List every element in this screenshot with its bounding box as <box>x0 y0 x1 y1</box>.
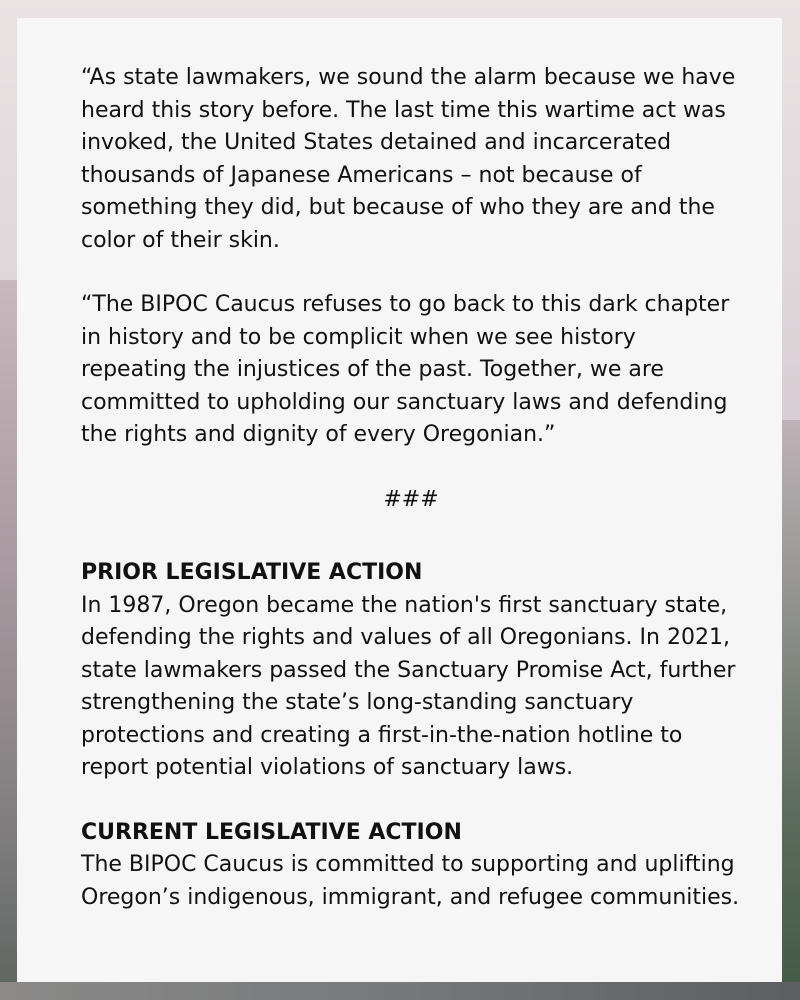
background-ground <box>0 982 800 1000</box>
statement-content <box>81 62 741 946</box>
statement-card <box>17 18 782 982</box>
current-action-section <box>81 817 741 915</box>
prior-action-section <box>81 557 741 785</box>
background-trees-right <box>782 420 800 1000</box>
current-action-heading: CURRENT LEGISLATIVE ACTION <box>81 819 462 845</box>
section-divider: ### <box>383 486 439 512</box>
prior-action-heading: PRIOR LEGISLATIVE ACTION <box>81 560 423 585</box>
prior-action-body: In 1987, Oregon became the nation's first sanctuary state, defending the rights and values of all Oregonians. In 2021, state lawmakers passed the Sanctuary Promise Act, further strengthening the state’s long-standing sanctuary protections and creating a first-in-the-nation hotline to report potential violations of sanctuary laws. <box>81 592 736 780</box>
current-action-body: The BIPOC Caucus is committed to supporting and uplifting Oregon’s indigenous, immigrant, and refugee communities. <box>81 852 740 910</box>
quote-paragraph-2: “The BIPOC Caucus refuses to go back to this dark chapter in history and to be complicit when we see history repeating the injustices of the past. Together, we are committed to upholding our sanctuary laws and defending the rights and dignity of every Oregonian.” <box>81 292 730 447</box>
background-building-left <box>0 280 18 1000</box>
quote-paragraph-1: “As state lawmakers, we sound the alarm because we have heard this story before. The last time this wartime act was invoked, the United States detained and incarcerated thousands of Japanese Americans – not because of something they did, but because of who they are and the color of their skin. <box>81 65 736 253</box>
